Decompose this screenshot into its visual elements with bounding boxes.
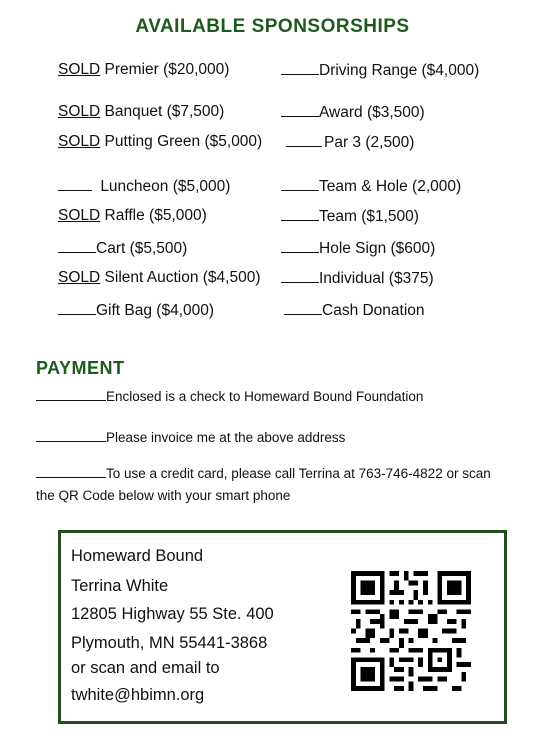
contact-email[interactable]: twhite@hbimn.org <box>71 686 205 704</box>
contact-scan-note: or scan and email to <box>71 659 220 677</box>
sponsorship-item-hole-sign <box>281 238 435 259</box>
sponsorship-label: Gift Bag ($4,000) <box>96 302 215 319</box>
sponsorship-blank-line <box>281 206 319 221</box>
sponsorship-label: Cash Donation <box>322 302 425 319</box>
sold-label: SOLD <box>58 269 101 286</box>
payment-option-credit-card-continuation: the QR Code below with your smart phone <box>36 488 291 503</box>
payment-option-check <box>36 388 423 406</box>
sponsorship-blank-line <box>58 238 96 253</box>
sponsorship-label: Banquet ($7,500) <box>104 103 225 120</box>
sponsorship-item-gift-bag <box>58 300 214 321</box>
sponsorship-item-raffle <box>58 206 207 226</box>
contact-org: Homeward Bound <box>71 547 204 565</box>
sponsorship-label: Driving Range ($4,000) <box>319 62 480 79</box>
sold-label: SOLD <box>58 61 101 78</box>
payment-blank-line <box>36 465 106 478</box>
sponsorships-title: AVAILABLE SPONSORSHIPS <box>135 16 410 37</box>
sponsorship-blank-line <box>281 60 319 75</box>
sponsorship-blank-line <box>286 132 322 147</box>
contact-city: Plymouth, MN 55441-3868 <box>71 634 268 652</box>
sponsorship-item-cart <box>58 238 187 259</box>
payment-option-invoice <box>36 429 345 447</box>
payment-option-label: To use a credit card, please call Terrina at 763-746-4822 or scan <box>106 466 491 481</box>
sponsorship-item-driving-range <box>281 60 479 81</box>
sponsorship-item-banquet <box>58 102 224 122</box>
sponsorship-label: Team ($1,500) <box>319 208 419 225</box>
sponsorship-item-individual <box>281 268 434 289</box>
sponsorship-blank-line <box>58 176 92 191</box>
sponsorship-blank-line <box>281 268 319 283</box>
sponsorship-blank-line <box>281 102 319 117</box>
payment-blank-line <box>36 388 106 401</box>
sponsorship-item-team <box>281 206 419 227</box>
sold-label: SOLD <box>58 133 101 150</box>
sponsorship-label: Premier ($20,000) <box>104 61 230 78</box>
sponsorship-label: Silent Auction ($4,500) <box>104 269 261 286</box>
sponsorship-item-silent-auction <box>58 268 261 288</box>
sponsorship-item-premier <box>58 60 229 80</box>
sponsorship-label: Par 3 (2,500) <box>324 134 415 151</box>
sponsorship-label: Team & Hole (2,000) <box>319 178 462 195</box>
sponsorship-blank-line <box>281 176 319 191</box>
sold-label: SOLD <box>58 103 101 120</box>
contact-box <box>58 530 507 724</box>
sponsorship-item-team-hole <box>281 176 461 197</box>
contact-name: Terrina White <box>71 577 169 595</box>
sponsorship-label: Individual ($375) <box>319 270 434 287</box>
sponsorship-label: Luncheon ($5,000) <box>100 178 231 195</box>
contact-street: 12805 Highway 55 Ste. 400 <box>71 605 274 623</box>
sponsorship-item-award <box>281 102 425 123</box>
payment-blank-line <box>36 429 106 442</box>
sponsorship-item-cash-donation <box>284 300 425 321</box>
sponsorship-item-par-3 <box>286 132 414 153</box>
sponsorship-item-putting-green <box>58 132 262 152</box>
sponsorship-blank-line <box>284 300 322 315</box>
sponsorship-item-luncheon <box>58 176 230 197</box>
qr-code-icon[interactable] <box>351 571 471 691</box>
sponsorship-blank-line <box>281 238 319 253</box>
payment-option-credit-card <box>36 465 491 483</box>
sold-label: SOLD <box>58 207 101 224</box>
payment-title: PAYMENT <box>36 358 125 378</box>
sponsorship-label: Cart ($5,500) <box>96 240 188 257</box>
sponsorship-label: Award ($3,500) <box>319 104 425 121</box>
sponsorship-label: Putting Green ($5,000) <box>104 133 263 150</box>
payment-option-label: Please invoice me at the above address <box>106 430 346 445</box>
sponsorship-blank-line <box>58 300 96 315</box>
sponsorship-label: Hole Sign ($600) <box>319 240 436 257</box>
payment-option-label: Enclosed is a check to Homeward Bound Foundation <box>106 389 424 404</box>
sponsorship-label: Raffle ($5,000) <box>104 207 207 224</box>
